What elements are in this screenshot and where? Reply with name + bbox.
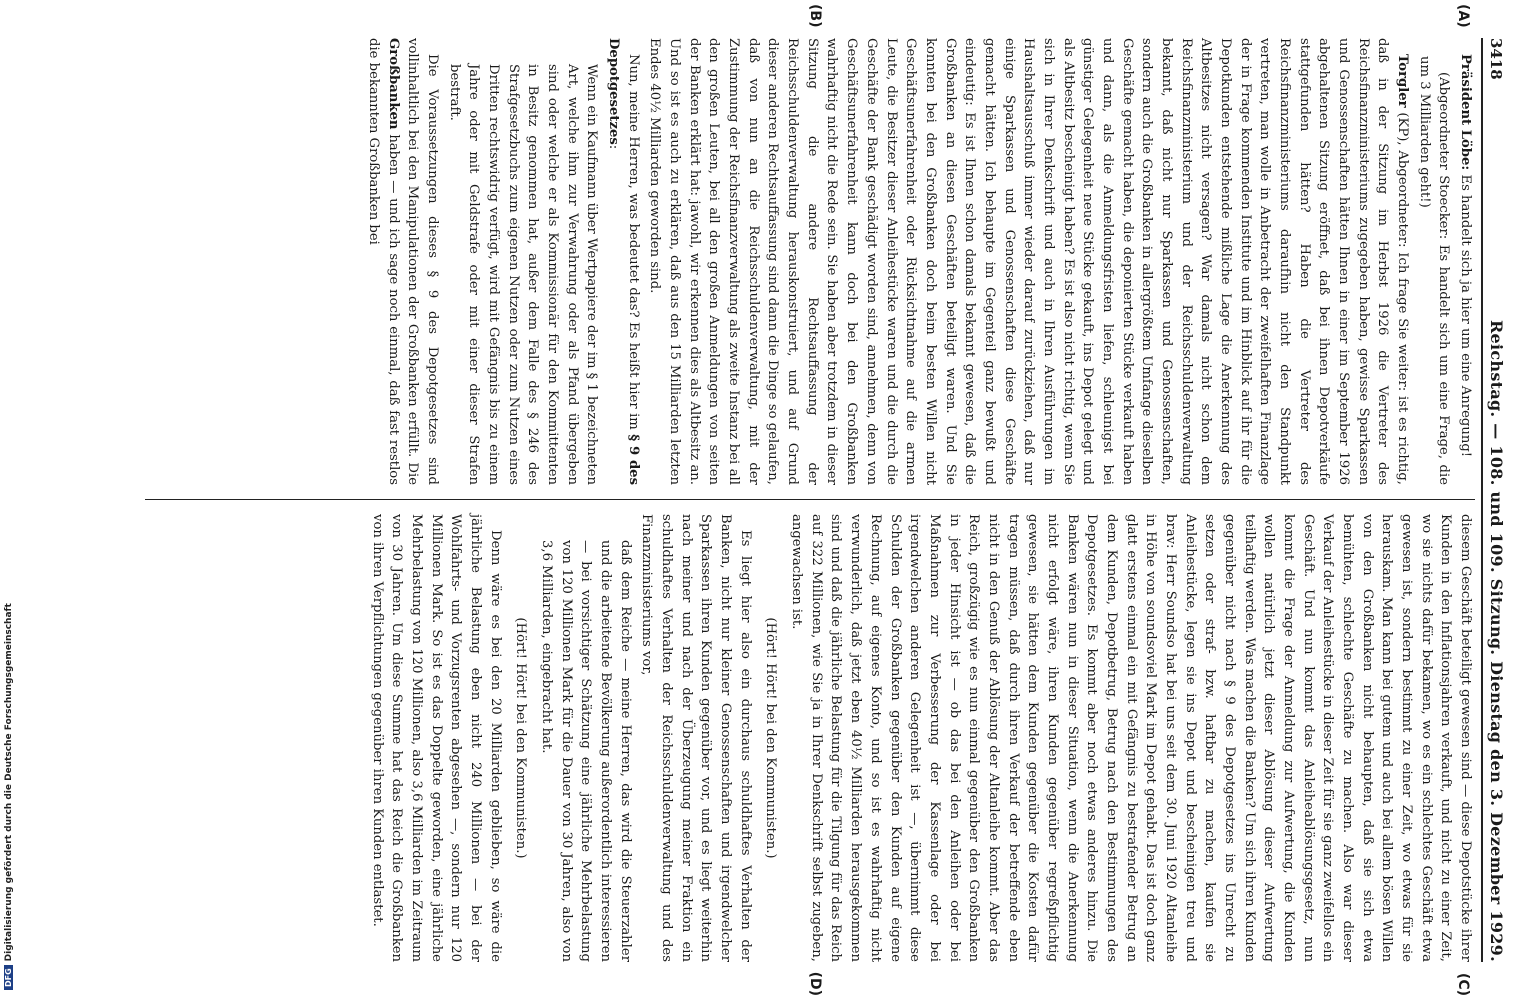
margin-marker-a: (A) [1455,4,1471,28]
law-quote: Wenn ein Kaufmann über Wertpapiere der im § 1 bezeichneten Art, welche ihm zur Verwahrung oder als Pfand übergeben sind oder welche er als Kommissionär für den Kommittenten in Besitz genommen hat, außer dem Falle des § 246 des Strafgesetzbuchs zum eigenen Nutzen oder zum Nutzen eines Dritten rechtswidrig verfügt, wird mit Gefängnis bis zu einem Jahre oder mit Geldstrafe oder mit einer dieser Strafen bestraft. [446,64,600,486]
margin-marker-d: (D) [807,971,823,996]
paragraph-text: haben — und ich sage noch einmal, daß fast restlos die bekannten Großbanken bei [366,38,401,485]
right-column [145,500,1475,996]
speaker-name: Torgler [1394,54,1410,108]
paragraph-text: Die Voraussetzungen dieses § 9 des Depotgesetzes sind vollinhaltlich bei den Manipulationen der Großbanken erfüllt. Die [405,38,441,485]
paragraph-text: Nun, meine Herren, was bedeutet das? Es heißt hier im [625,54,641,435]
interjection: (Abgeordneter Stoecker: Es handelt sich um eine Frage, die um 3 Milliarden geht!) [1416,56,1452,485]
digitization-text: Digitalisierung gefördert durch die Deutsche Forschungsgemeinschaft [4,603,14,962]
running-title: Reichstag. — 108. und 109. Sitzung. Dienstag den 3. Dezember 1929. [1487,319,1506,962]
paragraph: daß dem Reiche — meine Herren, das wird die Steuerzahler und die arbeitende Bevölkerung außerordentlich interessieren — bei vorsichtiger Schätzung eine jährliche Mehrbelastung von 120 Millionen Mark für die Dauer von 30 Jahren, also von 3,6 Milliarden, eingebracht hat. [539,540,633,962]
margin-marker-c: (C) [1455,972,1471,996]
paragraph: Denn wäre es bei den 20 Milliarden geblieben, so wäre die jährliche Belastung eben nicht 240 Millionen — bei der Wohlfahrts- und Vorzugsrenten abgesehen —, sondern nur 120 Millionen Mark. So ist es das Doppelte geworden, eine jährliche Mehrbelastung von 120 Millionen, also 3,6 Milliarden im Zeitraum von 30 Jahren. Um diese Summe hat das Reich die Großbanken von ihren Verpflichtungen gegenüber ihren Kunden entlastet. [369,514,503,962]
paragraph-text: : [606,144,622,150]
paragraph-text: Es handelt sich ja hier um eine Anregung! [1458,170,1473,458]
emphasis: Großbanken [385,38,401,130]
rotated-page [80,0,1514,1000]
paragraph [645,38,1412,485]
emphasis: § 9 des Depotgesetzes [606,38,641,485]
text-columns [145,4,1475,996]
left-column [145,4,1475,500]
paragraph: diesem Geschäft beteiligt gewesen sind — diese Depotstücke ihrer Kunden in den Inflationsjahren verkauft, und nicht zu einer Zeit, wo sie nichts dafür bekamen, wo es ein schlechtes Geschäft etwa gewesen ist, sondern bestimmt zu einer Zeit, wo etwas für sie herauskam. Man kann bei gutem und auch bei allem bösen Willen von den Großbanken nicht behaupten, daß sie sich etwa bemühten, schlechte Geschäfte zu machen. Also war dieser Verkauf der Anleihestücke in dieser Zeit für sie ganz zweifellos ein Geschäft. Und nun kommt das Anleiheablösungsgesetz, nun kommt die Frage der Anmeldung zur Aufwertung, die Kunden wollen natürlich jetzt dieser Ablösung dieser Aufwertung teilhaftig werden. Was machen die Banken? Um sich ihren Kunden gegenüber nicht nach § 9 des Depotgesetzes ins Unrecht zu setzen oder straf- bzw. haftbar zu machen, kaufen sie Anleihestücke, legen sie ins Depot und bescheinigen treu und brav: Herr Soundso hat bei uns seit dem 30. Juni 1920 Altanleihe in Höhe von soundsoviel Mark im Depot gehabt. Das ist doch ganz glatt erstens einmal ein mit Gefängnis zu bestrafender Betrug an dem Kunden, Depotbetrug, Betrug nach den Bestimmungen des Depotgesetzes. Es kommt aber noch etwas anderes hinzu. Die Banken wären nun in dieser Situation, wenn die Anerkennung nicht erfolgt wäre, ihren Kunden gegenüber regreßpflichtig gewesen, sie hätten dem Kunden gegenüber die Kosten dafür tragen müssen, daß durch ihren Verkauf der betreffende eben nicht in den Genuß der Ablösung der Altanleihe kommt. Aber das Reich, großzügig wie es nun einmal gegenüber den Großbanken in jeder Hinsicht ist — ob das bei den Anleihen oder bei Maßnahmen zur Verbesserung der Kassenlage oder bei irgendwelchen anderen Gelegenheit ist —, übernimmt diese Schulden der Großbanken gegenüber den Kunden auf eigene Rechnung, auf eigenes Konto, und so ist es wahrhaftig nicht verwunderlich, daß jetzt eben 40½ Milliarden herausgekommen sind und daß die jährliche Belastung für die Tilgung für das Reich auf 322 Millionen, wie Sie ja in Ihrer Denkschrift selbst zugeben, angewachsen ist. [789,514,1473,962]
paragraph [363,38,442,485]
page-header [1481,38,1506,962]
paragraph-text: (KP), Abgeordneter: Ich frage Sie weiter: ist es richtig, daß in der Sitzung im Herbst 1926 die Vertreter des Reichsfinanzministeriums zugegeben haben, gewisse Sparkassen und Genossenschaften hätten Ihnen in einer im September 1926 abgehaltenen Sitzung eröffnet, daß bei ihnen Depotverkäufe stattgefunden hätten? Haben die Vertreter des Reichsfinanzministeriums daraufhin nicht den Standpunkt vertreten, man wolle in Anbetracht der zweifelhaften Finanzlage der in Frage kommenden Institute und im Hinblick auf ihr für die Depotkunden entstehende mißliche Lage die Anerkennung des Altbesitzes nicht versagen? War damals nicht schon dem Reichsfinanzministerium und der Reichsschuldenverwaltung bekannt, daß nicht nur Sparkassen und Genossenschaften, sondern auch die Großbanken in allergrößtem Umfange dieselben Geschäfte gemacht haben, die deponierten Stücke verkauft haben und dann, als die Anmeldungsfristen liefen, schleunigst bei günstiger Gelegenheit neue Stücke gekauft, ins Depot gelegt und als Altbesitz bescheinigt haben? Es ist also nicht richtig, wenn Sie sich in Ihrer Denkschrift und auch in Ihren Ausführungen im Haushaltsausschuß immer wieder darauf zurückziehen, daß nur einige Sparkassen und Genossenschaften diese Geschäfte gemacht hätten. Ich behaupte im Gegenteil ganz bewußt und eindeutig: Es ist Ihnen schon damals bekannt gewesen, daß die Großbanken an diesen Geschäften beteiligt waren. Und Sie konnten bei den Großbanken doch beim besten Willen nicht Geschäftsunerfahrenheit oder Rücksichtnahme auf die armen Leute, die Besitzer dieser Anleihestücke waren und die durch die Geschäfte der Bank geschädigt worden sind, annehmen, denn von Geschäftsunerfahrenheit kann doch bei den Großbanken wahrhaftig nicht die Rede sein. Sie haben aber trotzdem in dieser Sitzung die andere Rechtsauffassung der Reichsschuldenverwaltung herauskonstruiert, und auf Grund dieser anderen Rechtsauffassung sind dann die Dinge so gelaufen, daß von nun an die Reichsschuldenverwaltung, mit der Zustimmung der Reichsfinanzverwaltung als zweite Instanz bei all den großen Leuten, bei all den großen Anmeldungen von seiten der Banken erklärt hat: jawohl, wir erkennen dies als Altbesitz an. Und so ist es auch zu erklären, daß aus den 15 Milliarden letzten Endes 40½ Milliarden geworden sind. [647,38,1410,485]
interjection: (Hört! Hört! bei den Kommunisten.) [513,617,529,859]
margin-marker-b: (B) [807,4,823,28]
speaker-name: Präsident Löbe: [1458,54,1473,171]
side-strip [0,0,24,1000]
page-number: 3418 [1487,38,1505,80]
interjection: (Hört! Hört! bei den Kommunisten.) [763,617,779,859]
dfg-logo: DFG [4,965,13,990]
digitization-note [4,10,14,990]
paragraph: Es liegt hier also ein durchaus schuldhaftes Verhalten der Banken, nicht nur kleiner Genossenschaften und irgendwelcher Sparkassen ihren Kunden gegenüber vor, und es liegt weiterhin nach meiner und nach der Überzeugung meiner Fraktion ein schuldhaftes Verhalten der Reichsschuldenverwaltung und des Finanzministeriums vor, [639,514,753,962]
paragraph [603,38,642,485]
paragraph [1455,38,1475,485]
